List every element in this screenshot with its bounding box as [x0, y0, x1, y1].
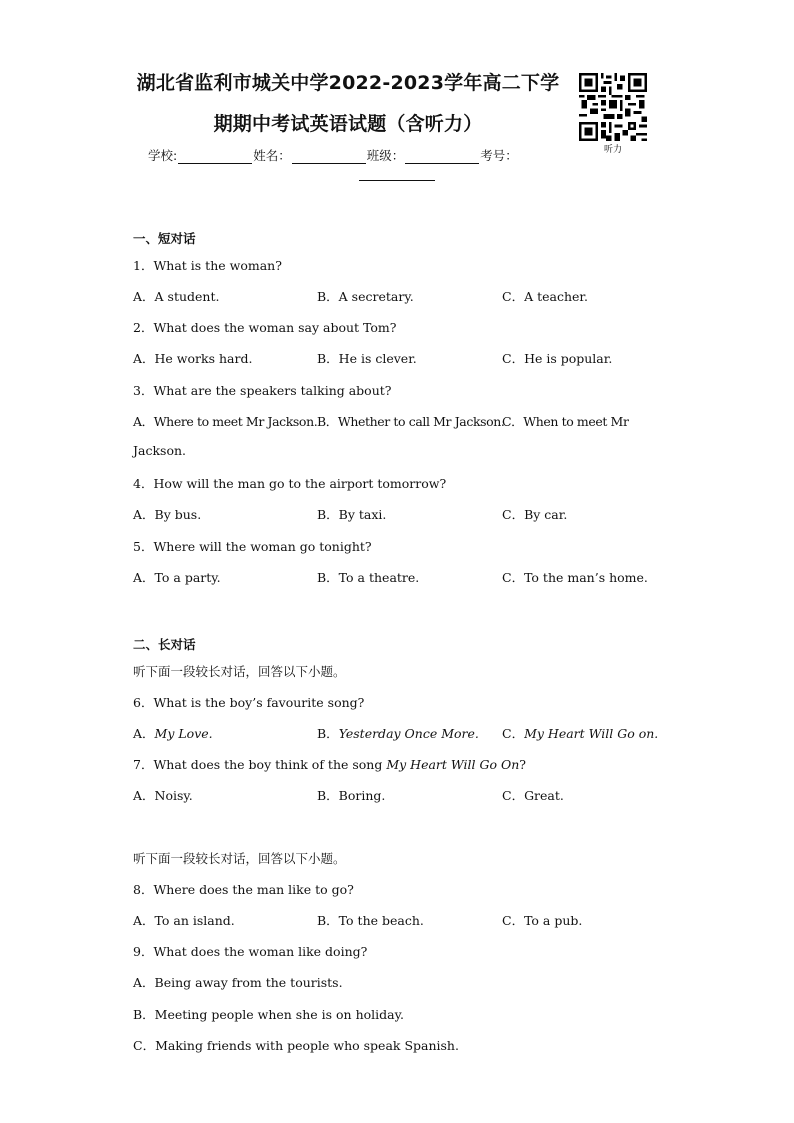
exam-number-blank: [359, 168, 435, 181]
section1-heading: 一、短对话: [133, 231, 196, 246]
name-label: 姓名：: [253, 148, 291, 163]
q5-option-c: C．To the man’s home.: [502, 570, 648, 585]
q9-option-a: A．Being away from the tourists.: [133, 975, 343, 990]
school-label: 学校:: [148, 148, 178, 163]
name-blank: [292, 151, 366, 164]
q4-stem: 4．How will the man go to the airport tomorrow?: [133, 476, 447, 491]
section2-heading: 二、长对话: [133, 637, 196, 652]
q1-option-b: B．A secretary.: [317, 289, 414, 304]
q1-stem: 1．What is the woman?: [133, 258, 282, 273]
q8-option-c: C．To a pub.: [502, 913, 583, 928]
q4-option-b: B．By taxi.: [317, 507, 387, 522]
q5-option-b: B．To a theatre.: [317, 570, 420, 585]
q3-option-c-wrap: Jackson.: [133, 443, 187, 458]
page-title-line1: 湖北省监利市城关中学2022-2023学年高二下学: [136, 72, 560, 94]
q7-option-c: C．Great.: [502, 788, 564, 803]
q5-option-a: A．To a party.: [133, 570, 221, 585]
q8-stem: 8．Where does the man like to go?: [133, 882, 354, 897]
q4-option-c: C．By car.: [502, 507, 568, 522]
class-blank: [405, 151, 479, 164]
q6-option-c: C．My Heart Will Go on.: [502, 726, 659, 741]
q5-stem: 5．Where will the woman go tonight?: [133, 539, 372, 554]
q9-option-c: C．Making friends with people who speak Spanish.: [133, 1038, 459, 1053]
q3-option-a: A．Where to meet Mr Jackson.: [133, 414, 318, 429]
q2-option-b: B．He is clever.: [317, 351, 417, 366]
qr-label: 听力: [603, 145, 622, 155]
q8-option-a: A．To an island.: [133, 913, 235, 928]
q2-option-c: C．He is popular.: [502, 351, 613, 366]
q6-option-b: B．Yesterday Once More.: [317, 726, 479, 741]
q3-option-b: B．Whether to call Mr Jackson.: [317, 414, 505, 429]
q4-option-a: A．By bus.: [133, 507, 202, 522]
instruction-1: 听下面一段较长对话，回答以下小题。: [133, 664, 346, 679]
q2-stem: 2．What does the woman say about Tom?: [133, 320, 397, 335]
school-blank: [178, 151, 252, 164]
q2-option-a: A．He works hard.: [133, 351, 253, 366]
instruction-2: 听下面一段较长对话，回答以下小题。: [133, 851, 346, 866]
exam-number-label: 考号：: [480, 148, 518, 163]
q1-option-c: C．A teacher.: [502, 289, 588, 304]
q6-option-a: A．My Love.: [133, 726, 213, 741]
q9-option-b: B．Meeting people when she is on holiday.: [133, 1007, 404, 1022]
q1-option-a: A．A student.: [133, 289, 220, 304]
q7-option-a: A．Noisy.: [133, 788, 193, 803]
q9-stem: 9．What does the woman like doing?: [133, 944, 368, 959]
qr-code-icon: [579, 73, 647, 141]
q8-option-b: B．To the beach.: [317, 913, 424, 928]
q7-option-b: B．Boring.: [317, 788, 386, 803]
q3-stem: 3．What are the speakers talking about?: [133, 383, 392, 398]
q3-option-c: C．When to meet Mr: [502, 414, 629, 429]
q6-stem: 6．What is the boy’s favourite song?: [133, 695, 365, 710]
class-label: 班级：: [366, 148, 405, 163]
student-info-line: [148, 146, 518, 164]
page-title-line2: 期期中考试英语试题（含听力）: [213, 113, 483, 135]
q7-stem: 7．What does the boy think of the song My Heart Will Go On?: [133, 757, 526, 772]
